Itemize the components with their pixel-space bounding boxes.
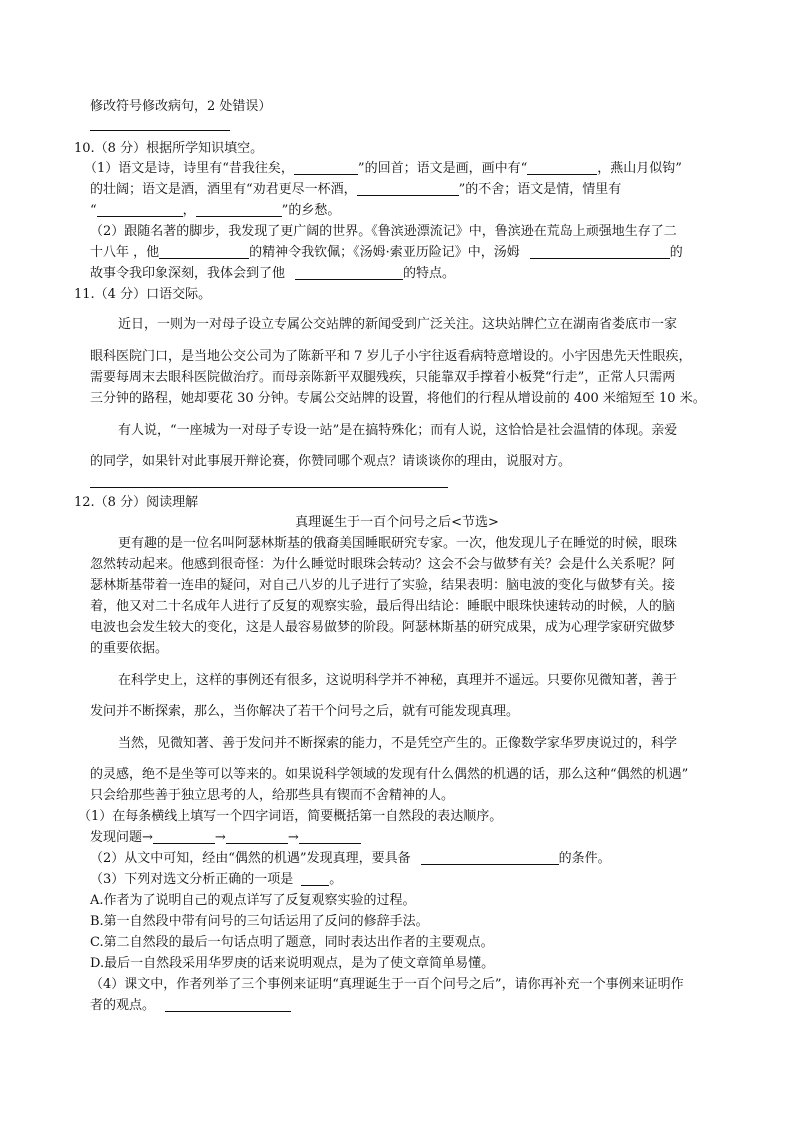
article-p2-line1: 在科学史上，这样的事例还有很多，这说明科学并不神秘，真理并不遥远。只要你见微知著，善于	[118, 673, 678, 688]
article-p1-line2: 忽然转动起来。他感到很奇怪：为什么睡觉时眼珠会转动？这会不会与做梦有关？会是什么关系呢？阿	[90, 557, 676, 572]
blank-2[interactable]	[527, 160, 597, 175]
article-p1-line3: 瑟林斯基带着一连串的疑问，对自己八岁的儿子进行了实验，结果表明：脑电波的变化与做梦有关。接	[90, 578, 676, 593]
sequence-blank-1[interactable]	[153, 829, 215, 844]
question-12-heading: 12.（8 分）阅读理解	[74, 495, 199, 510]
sequence-blank-3[interactable]	[299, 829, 361, 844]
q10-part2-line3: 故事令我印象深刻，我体会到了他 的特点。	[90, 266, 456, 281]
option-b[interactable]: B.第一自然段中带有问号的三句话运用了反问的修辞手法。	[90, 914, 429, 929]
q10-part2-line1: （2）跟随名著的脚步，我发现了更广阔的世界。《鲁滨逊漂流记》中，鲁滨逊在荒岛上顽强地生存了二	[90, 224, 677, 239]
q10-part1-line1: （1）语文是诗，诗里有“昔我往矣， ”的回首；语文是画，画中有“ ，燕山月似钩”	[84, 161, 682, 176]
question-10-heading: 10.（8 分）根据所学知识填空。	[74, 141, 264, 156]
continuation-text: 修改符号修改病句，2 处错误）	[90, 99, 272, 114]
q10-part1-line3: “ ， ”的乡愁。	[90, 203, 341, 218]
q10-part2-line2: 十八年 ，他 的精神令我钦佩；《汤姆·索亚历险记》中，汤姆 的	[90, 245, 683, 260]
subquestion-4-line2: 者的观点。	[90, 997, 291, 1015]
article-p3-line1: 当然，见微知著、善于发问并不断探索的能力，不是凭空产生的。正像数学家华罗庚说过的，科学	[118, 736, 678, 751]
q10-part1-line2: 的壮阔；语文是酒，酒里有“劝君更尽一杯酒， ”的不舍；语文是情，情里有	[90, 182, 622, 197]
q11-line4: 三分钟的路程，她却要花 30 分钟。专属公交站牌的设置，将他们的行程从增设前的 400 米缩短至 10 米。	[90, 391, 706, 406]
blank-6[interactable]	[159, 244, 249, 259]
option-d[interactable]: D.最后一自然段采用华罗庚的话来说明观点，是为了使文章简单易懂。	[90, 956, 495, 971]
sequence-blank-2[interactable]	[226, 829, 288, 844]
q11-line6: 的同学，如果针对此事展开辩论赛，你赞同哪个观点？请谈谈你的理由，说服对方。	[90, 454, 572, 469]
blank-8[interactable]	[295, 265, 403, 280]
option-c[interactable]: C.第二自然段的最后一句话点明了题意，同时表达出作者的主要观点。	[90, 935, 494, 950]
article-p3-line2: 的灵感，绝不是坐等可以等来的。如果说科学领域的发现有什么偶然的机遇的话，那么这种“偶然的机遇”	[90, 767, 689, 782]
blank-5[interactable]	[196, 202, 282, 217]
q11-line2: 眼科医院门口，是当地公交公司为了陈新平和 7 岁儿子小宇往返看病特意增设的。小宇因患先天性眼疾，	[90, 349, 692, 364]
article-p1-line4: 着，他又对二十名成年人进行了反复的观察实验，最后得出结论：睡眠中眼珠快速转动的时候，人的脑	[90, 599, 676, 614]
q11-line1: 近日，一则为一对母子设立专属公交站牌的新闻受到广泛关注。这块站牌伫立在湖南省娄底市一家	[118, 317, 678, 332]
article-p1-line1: 更有趣的是一位名叫阿瑟林斯基的俄裔美国睡眠研究专家。一次，他发现儿子在睡觉的时候，眼珠	[118, 536, 678, 551]
choice-blank[interactable]	[301, 871, 329, 886]
subquestion-4-line1: （4）课文中，作者列举了三个事例来证明“真理诞生于一百个问号之后”，请你再补充一个事例来证明作	[90, 977, 684, 992]
blank-3[interactable]	[357, 181, 459, 196]
blank-4[interactable]	[97, 202, 183, 217]
blank-1[interactable]	[294, 160, 358, 175]
question-11-heading: 11.（4 分）口语交际。	[74, 287, 212, 302]
article-p1-line5: 电波也会发生较大的变化，这是人最容易做梦的阶段。阿瑟林斯基的研究成果，成为心理学家研究做梦	[90, 620, 676, 635]
blank-7[interactable]	[530, 244, 670, 259]
article-p1-line6: 的重要依据。	[90, 641, 169, 656]
answer-line	[90, 130, 230, 131]
q11-answer-line[interactable]	[90, 487, 448, 488]
q11-line5: 有人说，“一座城为一对母子专设一站”是在搞特殊化；而有人说，这恰恰是社会温情的体现。亲爱	[118, 423, 678, 438]
subquestion-2: （2）从文中可知，经由“偶然的机遇”发现真理，要具备 的条件。	[90, 851, 611, 866]
article-title: 真理诞生于一百个问号之后<节选>	[295, 515, 499, 530]
example-blank[interactable]	[165, 997, 291, 1012]
article-p2-line2: 发问并不断探索，那么，当你解决了若干个问号之后，就有可能发现真理。	[90, 704, 520, 719]
subquestion-1-sequence: 发现问题→ → →	[90, 829, 361, 847]
article-p3-line3: 只会给那些善于独立思考的人，给那些具有锲而不舍精神的人。	[90, 788, 455, 803]
subquestion-1: （1）在每条横线上填写一个四字词语，简要概括第一自然段的表达顺序。	[78, 809, 503, 824]
condition-blank[interactable]	[421, 850, 559, 865]
q11-line3: 需要每周末去眼科医院做治疗。而母亲陈新平双腿残疾，只能靠双手撑着小板凳“行走”，正常人只需两	[90, 370, 676, 385]
option-a[interactable]: A.作者为了说明自己的观点详写了反复观察实验的过程。	[90, 893, 416, 908]
subquestion-3: （3）下列对选文分析正确的一项是 。	[90, 872, 343, 887]
